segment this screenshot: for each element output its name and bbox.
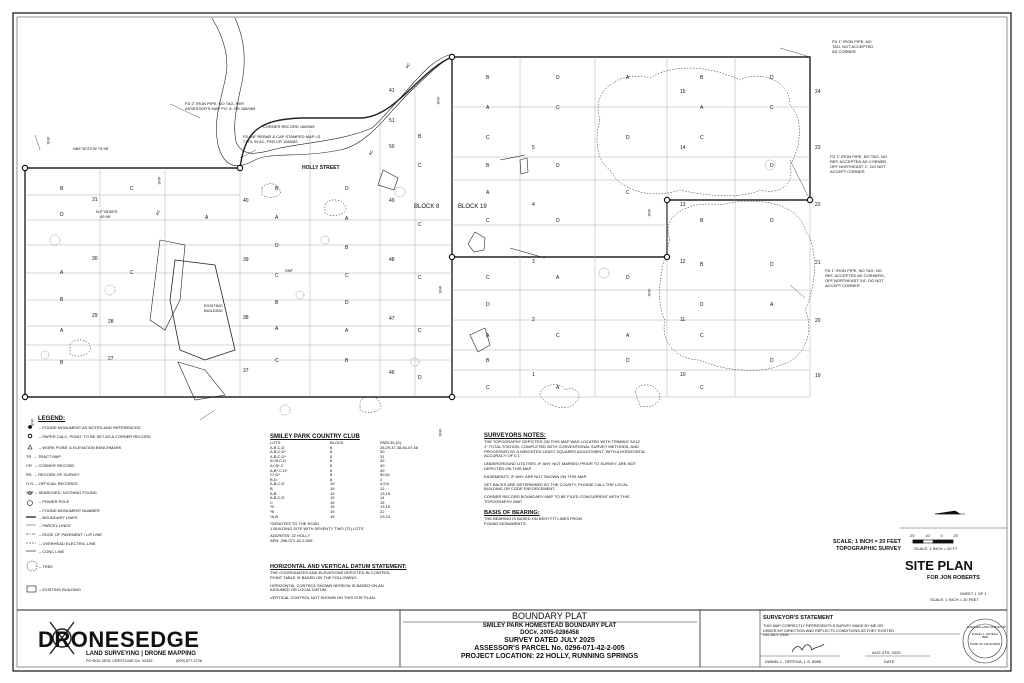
sheet-number: SHEET 1 OF 1 [960, 591, 987, 596]
lot-number: 19 [815, 373, 821, 379]
lot-number: 22 [815, 202, 821, 208]
lot-number: 24 [815, 89, 821, 95]
scale-bar-graphic [913, 540, 953, 543]
corner-note-e1: FD 1" IRON PIPE, NO TAG, NO REF, ACCEPTED AS CORNER, OFF NORTHEAST 1', DO NOT ACCEPT CORNER [830, 154, 888, 174]
snf-tag: SNF [646, 208, 652, 217]
sheet-border [13, 13, 1011, 671]
datum-statement: HORIZONTAL AND VERTICAL DATUM STATEMENT: THE COORDINATES AND ELEVATIONS DEPICTED IN CONTROL POINT TABLE IS BASED ON THE FOLLOWING: HORIZONTAL CONTROL SHOWN HEREON IS BASED ON AN ASSUMED OR LOCAL DATUM. VERTICAL CONTROL NOT SHOWN ON THIS SITE PLAN. [270, 564, 407, 601]
legend-item: RS – RECORD OF SURVEY [26, 472, 80, 477]
scale-bar-caption: SCALE: 1 INCH = 20 FT [914, 546, 958, 551]
lot-number: 46 [389, 370, 395, 376]
corner-note-e2: FD 1" IRON PIPE, NO TAG, NO REF, ACCEPTED AS CORNERS, OFF NORTHEAST 3.6', DO NOT ACCEPT CORNER [825, 268, 885, 288]
signature-date: AUG 4TH, 2025 [872, 650, 901, 655]
lot-number: 28 [108, 319, 114, 325]
north-bearing-label: N 0°28'58"E [96, 209, 118, 214]
snf-tag: SNF [437, 285, 443, 294]
club-table: SMILEY PARK COUNTRY CLUB LOTS A,B,C,D A,B,C,D* A,B,C,D* A*,B,C,D A*,B*,C A,B*,C,D* C*,D* B,D A,B,C,D B A,B A,B,C,D C *D *B *A,B BLOCK 8 8 8 8 8 8 8 8 19 19 19 19 19 19 19 19 PARCEL(S) 28,29,37,38,46,47,48 30 31 39 40 49 50,51 2 4,5,6 12 13,15 14 15 13,15 22 23,24 *DENOTES TO THE ROAD 1 BUILDING SITE WITH SEVENTY TWO (72) LOTS ADDRESS: 22 HOLLY APN: 296-071-42-2-005 [270, 433, 450, 543]
legend-item: – WORK POINT & ELEVATION BENCHMARK [39, 445, 122, 450]
inner-border [17, 17, 1007, 667]
legend-title: LEGEND: [38, 416, 65, 422]
snf-tag: SNF [285, 268, 293, 273]
snf-tag: SNF [646, 288, 652, 297]
legend-item: – FOUND MONUMENT NUMBER [39, 508, 100, 513]
surveyor-seal: LICENSED LAND SURVEYOR DANIEL L. ORTEGA 8969 STATE OF CALIFORNIA [967, 625, 1006, 646]
statement-title: SURVEYOR'S STATEMENT [763, 615, 834, 621]
ac-tag: AC [404, 61, 412, 70]
lot-number: 4 [532, 202, 535, 208]
lot-number: 23 [815, 145, 821, 151]
legend-item: – PARCEL LINES [39, 523, 71, 528]
snf-tag: SNF [29, 418, 35, 427]
legend-item: – PAPER CALC. POINT, TO BE SET AS A CORNER RECORD [39, 434, 151, 439]
surveyor-notes: SURVEYORS NOTES: THE TOPOGRAPHY DEPICTED ON THIS MAP WAS LOCATED WITH TRIMBLE SX12 1" TOTAL STATION, COMPLETED WITH CONVENTIONAL SURVEY METHODS, AND PROCESSED BY A WEIGHTED LEAST SQUARES ADJUSTMENT, WITH A HORIZONTAL ACCURACY OF 0.1'. UNDERGROUND UTILITIES, IF ANY, NOT MARKED PRIOR TO SURVEY, ARE NOT DEPICTED ON THIS MAP. EASEMENTS, IF ANY, ARE NOT SHOWN ON THIS MAP. SET BACKS ARE DETERMINED BY THE COUNTY, PLEASE CALL THE LOCAL BUILDING OR CODE ENFORCEMENT. CORNER RECORD BOUNDARY MAP TO BE FILED CONCURRENT WITH THIS TOPOGRAPHY MAP. BASIS OF BEARING: THE BEARING IS BASED ON BEST FIT LINES FROM FOUND MONUMENTS. [484, 433, 646, 526]
lot-number: 14 [680, 145, 686, 151]
statement-text: THIS MAP CORRECTLY REPRESENTS A SURVEY MADE BY ME OR UNDER MY DIRECTION AND REFLECTS CONDITIONS AS THEY EXISTED ON JULY 2025. [763, 624, 895, 638]
lot-number: 40 [243, 198, 249, 204]
legend-item: SNF – SEARCHED, NOTHING FOUND [26, 490, 97, 495]
legend-item: – OVERHEAD ELECTRIC LINE [39, 541, 96, 546]
lot-number: 51 [389, 118, 395, 124]
legend-item: – TREE [39, 564, 53, 569]
lot-number: 39 [243, 257, 249, 263]
site-plan-title: SITE PLAN [905, 558, 973, 573]
lot-number: 1 [532, 372, 535, 378]
north-distance-label: 49.98' [100, 214, 111, 219]
lot-number: 31 [92, 197, 98, 203]
lot-number: 3 [532, 259, 535, 265]
parcel-grid-block-19 [452, 57, 810, 397]
legend-item: – EXISTING BUILDING [39, 587, 82, 592]
lot-number: 50 [389, 144, 395, 150]
lot-number: 27 [108, 356, 114, 362]
legend-item: – POWER POLE [39, 499, 70, 504]
road-edge-east [235, 18, 452, 153]
lot-number: 41 [389, 88, 395, 94]
bearing-label: N89°10'23"W 79.98' [73, 146, 109, 151]
lot-number: 12 [680, 259, 686, 265]
lot-number: 48 [389, 257, 395, 263]
north-arrow-icon [935, 511, 965, 514]
scale-text: SCALE: 1 INCH = 20 FEET TOPOGRAPHIC SURVEY [832, 539, 901, 552]
lot-number: 5 [532, 145, 535, 151]
logo-address: PO BOX 4578, CRESTLINE CA, 92325 [86, 659, 153, 663]
corner-note-nw: FD 2" IRON PIPE, NO TAG, PER ASSESSOR'S MAP PG. 8, OR 168/069 [185, 101, 256, 111]
signer-name: DANIEL L. ORTEGA, L.S. 8969 [765, 659, 822, 664]
lot-number: 29 [92, 313, 98, 319]
sheet-scale: SCALE: 1 INCH = 20 FEET [930, 597, 979, 602]
club-title: SMILEY PARK COUNTRY CLUB [270, 434, 360, 440]
tree-canopy-north [597, 68, 799, 196]
signature-mark [792, 644, 824, 652]
site-plan-client: FOR JON ROBERTS [927, 575, 980, 581]
legend-symbols [26, 425, 37, 592]
legend-item: O.R. – OFFICIAL RECORDS [26, 481, 78, 486]
scale-bar-ticks: 20 10 0 20 [910, 533, 958, 538]
logo-wordmark: DRONESEDGE [38, 627, 200, 652]
legend-item: – FOUND MONUMENT AS NOTED AND REFERENCED. [39, 425, 142, 430]
survey-sheet: HOLLY STREET BLOCK 8 BLOCK 19 EXISTING BUILDING N89°10'23"W 79.98' N 0°28'58"E 49.98' 31 30 29 28 27 40 39 38 37 41 50 49 48 47 46 51 5 4 3 2 1 15 14 13 12 11 10 24 23 22 21 20 19 B C D A C B A B A B A D C B A C D A B C D A B B C C C C D B A C B A C C D A B C D C D D A C A A D C D A D B A C B B D C C D C D D D A D SNF SNF SNF SNF SNF SNF SNF SNF SNF AC AC AC FD 2" IRON PIPE, NO TAG, PER ASSESSOR'S MAP PG. 8, OR 168/069 CORNER RECORD 168/069 FD 5/8" REBAR & CAP STAMPED MAP LS 7173, IN AC, PER CR 168/069 FD 1" IRON PIPE, NO TAG, NOT ACCEPTED AS CORNER FD 1" IRON PIPE, NO TAG, NO REF, ACCEPTED AS CORNER, OFF NORTHEAST 1', DO NOT ACCEPT CORNER FD 1" IRON PIPE, NO TAG, NO REF, ACCEPTED AS CORNERS, OFF NORTHEAST 3.6', DO NOT ACCEPT CORNER LEGEND: – FOUND MONUMENT AS NOTED AND REFERENCED. – PAPER CALC. POINT, TO BE SET AS A CORNER RECORD – WORK POINT & ELEVATION BENCHMARK TR – TRACT MAP CR – CORNER RECORD RS – RECORD OF SURVEY O.R. – OFFICIAL RECORDS SNF – SEARCHED, NOTHING FOUND – POWER POLE – FOUND MONUMENT NUMBER – BOUNDARY LINES – PARCEL LINES – EDGE OF PAVEMENT / LIP LINE – OVERHEAD ELECTRIC LINE – CONC LINE – TREE – EXISTING BUILDING SMILEY PARK COUNTRY CLUB LOTS A,B,C,D A,B,C,D* A,B,C,D* A*,B,C,D A*,B*,C A,B*,C,D* C*,D* B,D A,B,C,D B A,B A,B,C,D C *D *B *A,B BLOCK 8 8 8 8 8 8 8 8 19 19 19 19 19 19 19 19 PARCEL(S) 28,29,37,38,46,47,48 30 31 39 40 49 50,51 2 4,5,6 12 13,15 14 15 13,15 22 23,24 *DENOTES TO THE ROAD 1 BUILDING SITE WITH SEVENTY TWO (72) LOTS ADDRESS: 22 HOLLY APN: 296-071-42-2-005 HORIZONTAL AND VERTICAL DATUM STATEMENT: THE COORDINATES AND ELEVATIONS DEPICTED IN CONTROL POINT TABLE IS BASED ON THE FOLLOWING: HORIZONTAL CONTROL SHOWN HEREON IS BASED ON AN ASSUMED OR LOCAL DATUM. VERTICAL CONTROL NOT SHOWN ON THIS SITE PLAN. SURVEYORS NOTES: THE TOPOGRAPHY DEPICTED ON THIS MAP WAS LOCATED WITH TRIMBLE SX12 1" TOTAL STATION, COMPLETED WITH CONVENTIONAL SURVEY METHODS, AND PROCESSED BY A WEIGHTED LEAST SQUARES ADJUSTMENT, WITH A HORIZONTAL ACCURACY OF 0.1'. UNDERGROUND UTILITIES, IF ANY, NOT MARKED PRIOR TO SURVEY, ARE NOT DEPICTED ON THIS MAP. EASEMENTS, IF ANY, ARE NOT SHOWN ON THIS MAP. SET BACKS ARE DETERMINED BY THE COUNTY, PLEASE CALL THE LOCAL BUILDING OR CODE ENFORCEMENT. CORNER RECORD BOUNDARY MAP TO BE FILED CONCURRENT WITH THIS TOPOGRAPHY MAP. BASIS OF BEARING: THE BEARING IS BASED ON BEST FIT LINES FROM FOUND MONUMENTS. SCALE: 1 INCH = 20 FEET TOPOGRAPHIC SURVEY 20 10 0 20 SCALE: 1 INCH = 20 FT SITE PLAN FOR JON ROBERTS SHEET 1 OF 1 SCALE: 1 INCH = 20 FEET DRONESEDGE LAND SURVEYING | DRONE MAPPING PO BOX 4578, CRESTLINE CA, 92325 (909) 877-2726 BOUNDARY PLAT SMILEY PARK HOMESTEAD BOUNDARY PLAT DOC#. 2005-0286458 SURVEY DATED JULY 2025 ASSESSOR'S PARCEL No. 0296-071-42-2-005 PROJECT LOCATION: 22 HOLLY, RUNNING SPRINGS SURVEYOR'S STATEMENT THIS MAP CORRECTLY REPRESENTS A SURVEY MADE BY ME OR UNDER MY DIRECTION AND REFLECTS CONDITIONS AS THEY EXISTED ON JULY 2025. DANIEL L. ORTEGA, L.S. 8969 AUG 4TH, 2025 DATE LICENSED LAND SURVEYOR DANIEL L. ORTEGA 8969 STATE OF CALIFORNIA [0, 0, 1024, 683]
street-label: HOLLY STREET [302, 165, 340, 171]
ac-tag: AC [154, 209, 162, 216]
corner-note-ne: FD 1" IRON PIPE, NO TAG, NOT ACCEPTED AS CORNER [832, 39, 874, 54]
snf-tag: SNF [435, 96, 441, 105]
snf-tag: SNF [45, 136, 51, 145]
lot-number: 47 [389, 316, 395, 322]
lot-number: 37 [243, 368, 249, 374]
ac-tag: AC [367, 148, 375, 157]
parcel-grid-block-8 [25, 85, 452, 397]
corner-note-set: FD 5/8" REBAR & CAP STAMPED MAP LS 7173, IN AC, PER CR 168/069 [243, 134, 321, 144]
existing-building-label: EXISTING BUILDING [204, 303, 223, 313]
lot-number: 20 [815, 318, 821, 324]
signature-date-label: DATE [884, 659, 895, 664]
logo-tagline: LAND SURVEYING | DRONE MAPPING [86, 651, 196, 657]
lot-number: 10 [680, 372, 686, 378]
block-label-8: BLOCK 8 [414, 204, 440, 210]
lot-number: 21 [815, 260, 821, 266]
block-label-19: BLOCK 19 [458, 204, 487, 210]
lot-number: 30 [92, 256, 98, 262]
legend-item: CR – CORNER RECORD [26, 463, 75, 468]
legend-item: – EDGE OF PAVEMENT / LIP LINE [39, 532, 103, 537]
leader-lines [35, 48, 810, 420]
legend-item: – BOUNDARY LINES [39, 515, 78, 520]
logo-phone: (909) 877-2726 [176, 659, 202, 663]
lot-number: 49 [389, 198, 395, 204]
snf-tag: SNF [437, 428, 443, 437]
corner-note-cr: CORNER RECORD 168/069 [263, 124, 315, 129]
lot-number: 15 [680, 89, 686, 95]
plat-details: SMILEY PARK HOMESTEAD BOUNDARY PLAT DOC#. 2005-0286458 SURVEY DATED JULY 2025 ASSESSOR'S PARCEL No. 0296-071-42-2-005 PROJECT LOCATION: 22 HOLLY, RUNNING SPRINGS [460, 623, 639, 660]
lot-number: 2 [532, 317, 535, 323]
legend-item: – CONC LINE [39, 549, 65, 554]
lot-number: 11 [680, 317, 686, 323]
snf-tag: SNF [156, 176, 162, 185]
plat-heading: BOUNDARY PLAT [511, 611, 588, 621]
legend-item: TR – TRACT MAP [26, 454, 61, 459]
lot-number: 38 [243, 315, 249, 321]
lot-number: 13 [680, 202, 686, 208]
